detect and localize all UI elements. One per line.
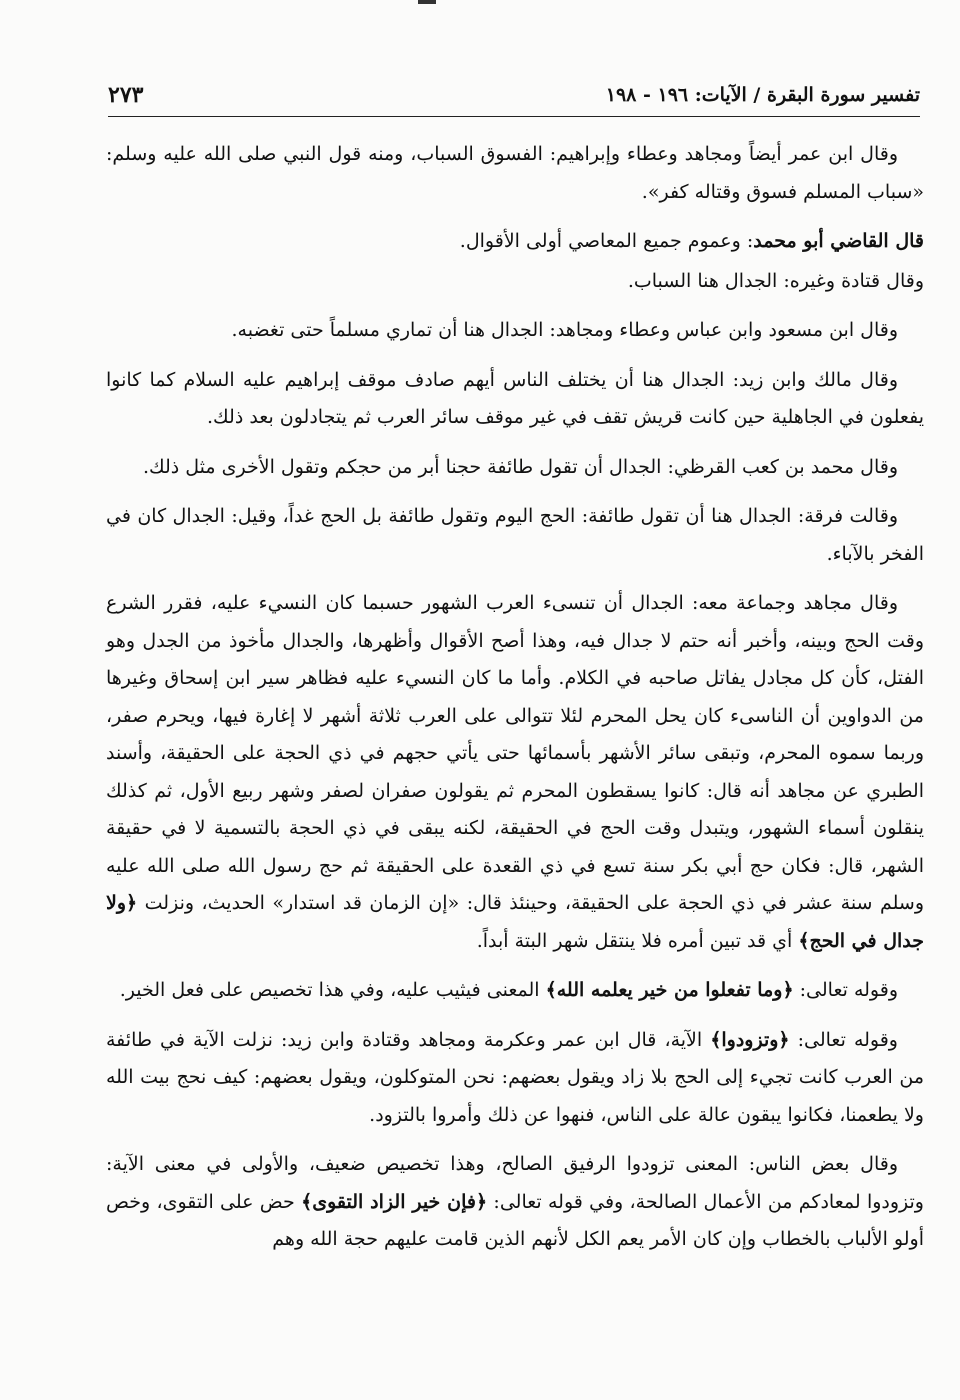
paragraph	[106, 498, 924, 573]
paragraph	[106, 312, 924, 350]
text-run: وقالت فرقة: الجدال هنا أن تقول طائفة: الحج اليوم وتقول طائفة بل الحج غداً، وقيل: الجدال كان في الفخر بالآباء.	[106, 505, 924, 565]
paragraph	[106, 449, 924, 487]
paragraph	[106, 972, 924, 1010]
text-run: وقوله تعالى:	[793, 979, 898, 1001]
text-run: المعنى فيثيب عليه، وفي هذا تخصيص على فعل الخير.	[119, 979, 546, 1001]
body-text	[106, 136, 924, 1271]
quran-quote: ﴿فإن خير الزاد التقوى﴾	[301, 1190, 488, 1213]
text-run: وقوله تعالى:	[789, 1028, 898, 1051]
quran-quote: ﴿وتزودوا﴾	[710, 1028, 790, 1051]
text-run: وقال مجاهد وجماعة معه: الجدال أن تنسىء العرب الشهور حسبما كان النسيء عليه، فقرر الشرع وقت الحج وبينه، وأخبر أنه حتم لا جدال فيه، وهذا أصح الأقوال وأظهرها، والجدال مأخوذ من الجدل وهو الفتل، كأن كل مجادل يفاتل صاحبه في الكلام. وأما ما كان النسيء عليه فظاهر سير ابن إسحاق وغيرها من الدواوين أن الناسىء كان يحل المحرم لئلا تتوالى على العرب ثلاثة أشهر لا إغارة فيها، ويحرم صفر، وربما سموه المحرم، وتبقى سائر الأشهر بأسمائها حتى يأتي حجهم في ذي الحجة على الحقيقة، وأسند الطبري عن مجاهد أنه قال: كانوا يسقطون المحرم ثم يقولون صفران لصفر وشهر ربيع الأول، ثم كذلك ينقلون أسماء الشهور، ويتبدل وقت الحج في الحقيقة، لكنه يبقى في ذي الحجة بالتسمية لا في حقيقة الشهر، قال: فكان حج أبي بكر سنة تسع في ذي القعدة على الحقيقة ثم حج رسول الله صلى الله عليه وسلم سنة عشر في ذي الحجة على الحقيقة، وحينئذ قال: «إن الزمان قد استدار» الحديث، ونزلت	[106, 592, 924, 914]
page-number: ٢٧٣	[108, 82, 144, 108]
quran-quote: ﴿وما تفعلوا من خير يعلمه الله﴾	[545, 979, 794, 1001]
running-title: تفسير سورة البقرة / الآيات: ١٩٦ - ١٩٨	[605, 84, 920, 106]
text-run: وقال مالك وابن زيد: الجدال هنا أن يختلف الناس أيهم صادف موقف إبراهيم عليه السلام كما كانوا يفعلون في الجاهلية حين كانت قريش تقف في غير موقف سائر العرب ثم يتجادلون بعد ذلك.	[106, 368, 924, 428]
text-run-bold: قال القاضي أبو محمد	[753, 230, 924, 252]
text-run: وقال قتادة وغيره: الجدال هنا السباب.	[627, 269, 924, 292]
paragraph	[106, 362, 924, 437]
text-run: وقال محمد بن كعب القرظي: الجدال أن تقول طائفة حجنا أبر من حجكم وتقول الأخرى مثل ذلك.	[142, 455, 898, 478]
text-run: وقال ابن مسعود وابن عباس وعطاء ومجاهد: الجدال هنا أن تماري مسلماً حتى تغضبه.	[231, 319, 898, 341]
text-run: وقال ابن عمر أيضاً ومجاهد وعطاء وإبراهيم: الفسوق السباب، ومنه قول النبي صلى الله عليه وسلم: «سباب المسلم فسوق وقتاله كفر».	[106, 143, 924, 203]
text-run: وقال بعض الناس: المعنى تزودوا الرفيق الصالح، وهذا تخصيص ضعيف، والأولى في معنى الآية: وتزودوا لمعادكم من الأعمال الصالحة، وفي قوله تعالى:	[106, 1153, 924, 1213]
text-run: الآية، قال ابن عمر وعكرمة ومجاهد وقتادة وابن زيد: نزلت الآية في طائفة من العرب كانت تجيء إلى الحج بلا زاد ويقول بعضهم: نحن المتوكلون، ويقول بعضهم: كيف نحج بيت الله ولا يطعمنا، فكانوا يبقون عالة على الناس، فنهوا عن ذلك وأمروا بالتزود.	[106, 1028, 924, 1126]
paragraph	[106, 1022, 924, 1135]
paragraph	[106, 263, 924, 301]
page-header	[108, 82, 920, 117]
text-run: : وعموم جميع المعاصي أولى الأقوال.	[459, 230, 754, 252]
paragraph	[106, 136, 924, 211]
paragraph	[106, 1146, 924, 1259]
quran-quote: ﴿ولا جدال في الحج﴾	[106, 892, 924, 952]
paragraph	[106, 223, 924, 261]
text-run: حض على التقوى، وخص أولو الألباب بالخطاب وإن كان الأمر يعم الكل لأنهم الذين قامت عليهم حجة الله وهم	[106, 1190, 924, 1250]
paragraph	[106, 585, 924, 960]
text-run: أي قد تبين أمره فلا ينتقل شهر البتة أبداً.	[476, 929, 799, 952]
scan-mark	[418, 0, 436, 4]
